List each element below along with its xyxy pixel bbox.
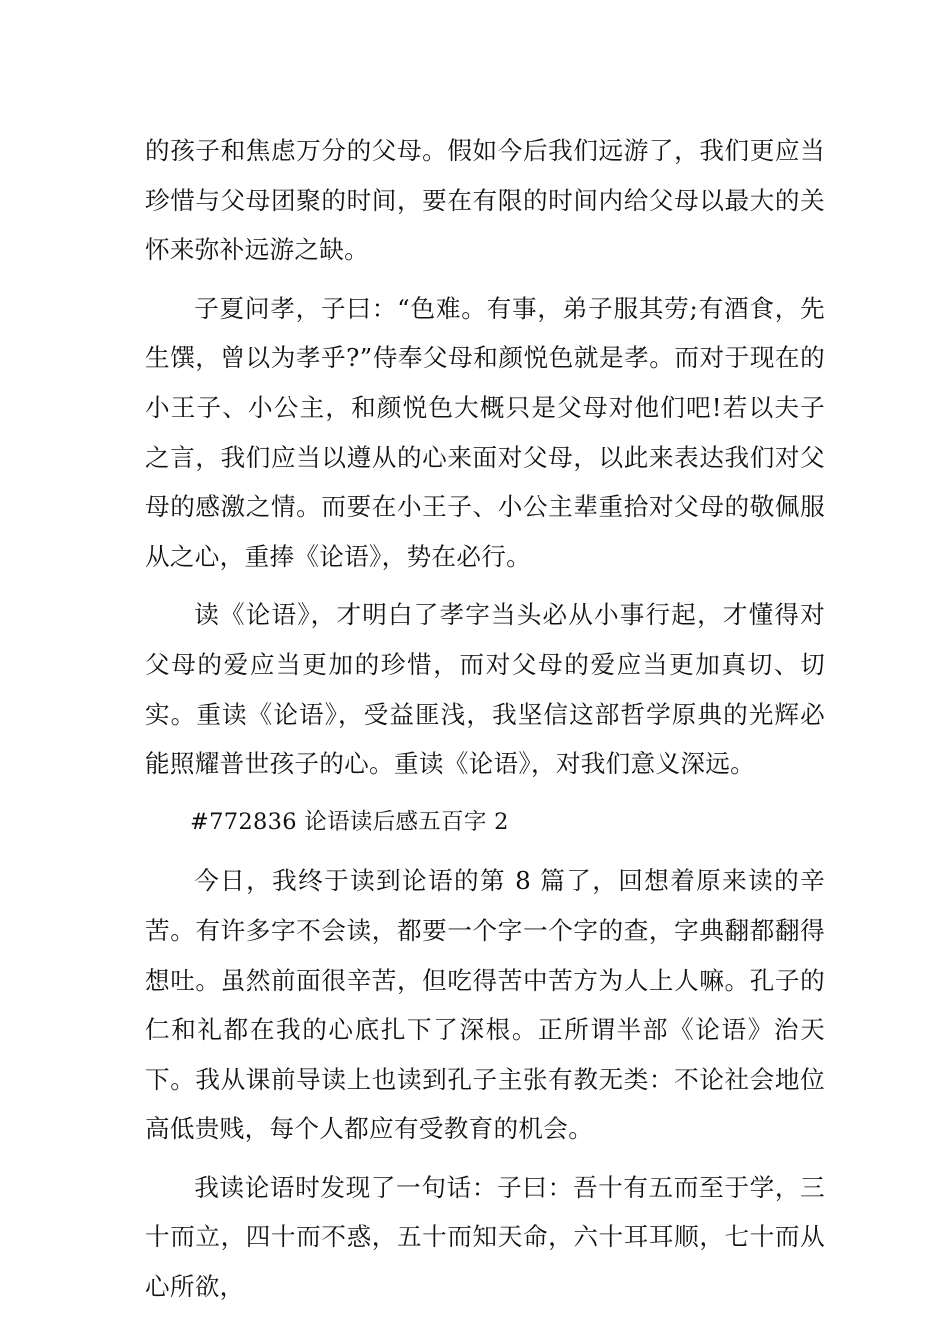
section-heading: #772836 论语读后感五百字 2 bbox=[190, 808, 509, 835]
paragraph-reading-lunyu: 读《论语》，才明白了孝字当头必从小事行起，才懂得对父母的爱应当更加的珍惜，而对父母的爱应当更加真切、切实。重读《论语》，受益匪浅，我坚信这部哲学原典的光辉必能照耀普世孩子的心。重读《论语》，对我们意义深远。 bbox=[145, 600, 825, 779]
paragraph-today-reading: 今日，我终于读到论语的第 8 篇了，回想着原来读的辛苦。有许多字不会读，都要一个字一个字的查，字典翻都翻得想吐。虽然前面很辛苦，但吃得苦中苦方为人上人嘛。孔子的仁和礼都在我的心底扎下了深根。正所谓半部《论语》治天下。我从课前导读上也读到孔子主张有教无类：不论社会地位高低贵贱，每个人都应有受教育的机会。 bbox=[145, 866, 825, 1144]
paragraph-filial-piety: 子夏问孝，子曰：“色难。有事，弟子服其劳;有酒食，先生馔，曾以为孝乎?”侍奉父母和颜悦色就是孝。而对于现在的小王子、小公主，和颜悦色大概只是父母对他们吧!若以夫子之言，我们应当以遵从的心来面对父母，以此来表达我们对父母的感激之情。而要在小王子、小公主辈重拾对父母的敬佩服从之心，重捧《论语》，势在必行。 bbox=[145, 293, 825, 571]
paragraph-confucius-quote: 我读论语时发现了一句话：子曰：吾十有五而至于学，三十而立，四十而不惑，五十而知天命，六十耳耳顺，七十而从心所欲， bbox=[145, 1172, 825, 1302]
paragraph-continuation: 的孩子和焦虑万分的父母。假如今后我们远游了，我们更应当珍惜与父母团聚的时间，要在有限的时间内给父母以最大的关怀来弥补远游之缺。 bbox=[145, 136, 825, 265]
document-body bbox=[145, 126, 825, 1321]
